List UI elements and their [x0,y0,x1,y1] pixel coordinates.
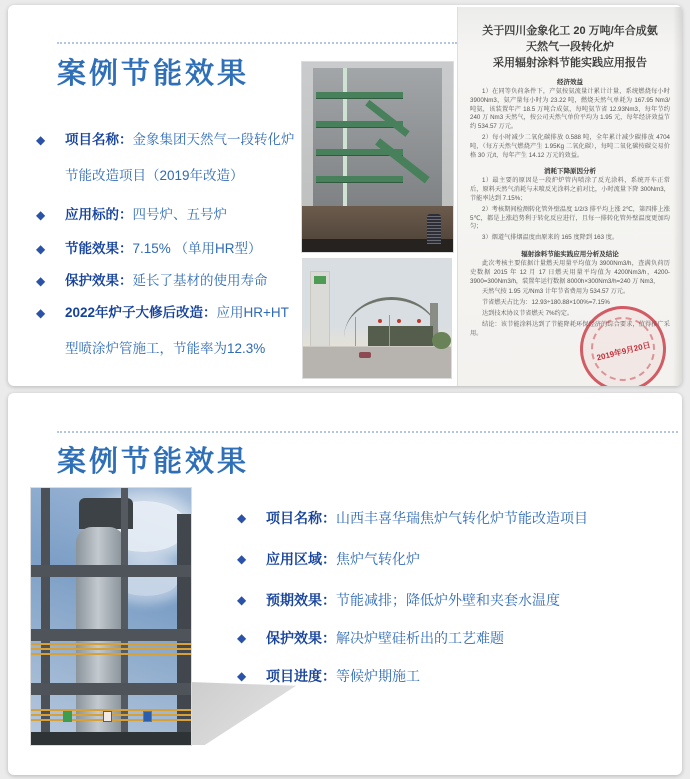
diamond-bullet-icon: ◆ [237,669,247,683]
diamond-bullet-icon: ◆ [36,274,46,288]
furnace-photo [301,61,454,253]
bullet-item [36,231,296,267]
bullet-label: 应用区域： [266,551,336,567]
bullet-value: 四号炉、五号炉 [132,207,227,222]
bullet-label: 预期效果： [266,592,336,608]
photo-furnace-structure [313,68,443,211]
report-paragraph: 结论：该节能涂料达到了节能降耗环保经济的综合要求，值得推广采用。 [470,320,670,337]
bullet-item [237,661,667,691]
title-dotted-divider [57,42,457,44]
bullet-value: 焦炉气转化炉 [336,551,420,567]
plant-gate-photo [302,258,452,379]
report-title-line: 关于四川金象化工 20 万吨/年合成氨 [482,25,658,37]
photo-steel-beam [31,683,191,695]
slide-title: 案例节能效果 [57,58,250,90]
photo-safety-sign [143,711,152,722]
bullet-label: 项目名称： [65,132,133,147]
photo-walkway [316,92,404,99]
diamond-bullet-icon: ◆ [36,242,46,256]
report-paragraph: 3）烟道气排烟温度由原来的 165 度降到 163 度。 [482,234,619,242]
slide-title: 案例节能效果 [57,446,250,478]
report-paragraph: 2）每小时减少二氧化碳排放 0.588 吨，全年累计减少碳排放 4704 吨，（每方天然气燃烧产生 1.95Kg 二氧化碳），每吨二氧化碳按碳交易价格 30 元/t，每年产生 14.12 万元的效益。 [470,133,670,159]
bullet-label: 2022年炉子大修后改造： [65,305,217,320]
diamond-bullet-icon: ◆ [237,593,247,607]
bullet-label: 应用标的： [65,207,133,222]
photo-road [303,346,451,378]
photo-base [31,732,191,745]
bullet-item [36,263,296,299]
bullet-label: 保护效果： [266,630,336,646]
report-paragraph: 1）在同等负荷条件下，产氨按氨流量计累计计量，系统燃烧每小时 3900Nm3，氨产量每小时为 23.22 吨，燃烧天然气单耗为 167.95 Nm3/吨氨，该装置年产 18.5 万吨合成氨，每吨氨节省 12.93Nm3，每年节约 240 万 Nm3 天然气，按公司天然气单价平均为 1.95 元，每年经济效益节约 534.57 万元。 [470,88,670,131]
photo-yellow-railing [31,640,191,655]
diamond-bullet-icon: ◆ [237,511,247,525]
reformer-column-photo [30,487,192,746]
photo-safety-sign [63,711,72,722]
bullet-value: 延长了基材的使用寿命 [132,273,268,288]
report-document [457,7,682,386]
bullet-text [65,197,296,233]
report-section-heading: 经济效益 [557,79,583,86]
bullet-text [266,585,666,615]
report-paragraph: 1）最主要的原因是一段炉炉管内喷涂了反光涂料，系统开车正常后，原料天然气消耗与未喷反光涂料之前对比，小时流量下降 300Nm3，节能率达到 7.15%； [470,177,670,202]
report-section-heading: 辐射涂料节能实践应用分析及结论 [521,250,619,258]
bullet-label: 保护效果： [65,273,133,288]
photo-gate-wall [368,326,433,346]
bullet-text [266,503,666,533]
bullet-value: 节能减排；降低炉外壁和夹套水温度 [336,592,560,608]
photo-safety-sign [103,711,112,722]
bullet-label: 节能效果： [65,241,133,256]
bullet-item [36,197,296,233]
diamond-bullet-icon: ◆ [36,306,46,320]
report-paragraph: 达到技术协议节省燃天 7%约定。 [482,309,574,317]
photo-lantern [378,319,382,323]
photo-steel-beam [31,565,191,577]
bullet-label: 项目名称： [266,510,336,526]
bullet-item [36,122,296,194]
bullet-text [65,295,296,367]
bullet-value: 7.15% （单用HR型） [132,241,262,256]
bullet-value: 山西丰喜华瑞焦炉气转化炉节能改造项目 [336,510,588,526]
photo-pipe [343,68,347,212]
bullet-item [237,544,667,574]
report-paragraph: 天然气按 1.95 元/Nm3 计年节省费用为 534.57 万元。 [482,288,630,296]
bullet-text [65,122,296,194]
diamond-bullet-icon: ◆ [237,631,247,645]
report-title-line: 天然气一段转化炉 [526,41,614,53]
bullet-text [266,661,666,691]
bullet-label: 项目进度： [266,668,336,684]
bullet-text [65,263,296,299]
photo-pole [355,317,356,346]
stamp-date: 2019年9月20日 [595,340,652,363]
photo-lantern [417,319,421,323]
title-dotted-divider [57,431,678,433]
photo-person [427,214,441,244]
photo-walkway [316,176,404,183]
diamond-bullet-icon: ◆ [36,133,46,147]
slide-card-2 [8,393,682,775]
photo-sign [314,276,326,285]
report-paragraph: 2）考核期间检测转化管外壁温度 1/2/3 排平均上涨 2℃，第四排上涨 5℃，都是上涨趋势利于转化反应进行，且每一排转化管外壁温度更加均匀； [470,205,670,231]
report-section-heading: 消耗下降原因分析 [544,168,596,176]
bullet-value: 应用HR+HT型喷涂炉管施工，节能率为12.3% [65,305,289,356]
bullet-item [237,585,667,615]
report-paragraph: 节省燃天占比为：12.93÷180.88×100%=7.15% [482,299,610,307]
bullet-text [65,231,296,267]
bullet-item [36,295,296,367]
bullet-text [266,623,666,653]
diamond-bullet-icon: ◆ [36,208,46,222]
bullet-value: 等候炉期施工 [336,668,420,684]
photo-perspective-shadow [190,682,296,745]
slide-card-1 [8,5,682,386]
photo-pole [389,315,390,346]
report-title-line: 采用辐射涂料节能实践应用报告 [493,57,647,69]
diamond-bullet-icon: ◆ [237,552,247,566]
photo-car [359,352,371,358]
bullet-value: 解决炉壁硅析出的工艺难题 [336,630,504,646]
bullet-text [266,544,666,574]
bullet-value: 金象集团天然气一段转化炉节能改造项目（2019年改造） [65,132,295,183]
bullet-item [237,623,667,653]
photo-building [310,271,329,347]
report-paragraph: 此次考核主要依据计量燃天用量平均值为 3900Nm3/h，查满负荷历史数据 2015 年 12 月 17 日燃天用量平均值为 4200Nm3/h，4200-3900=300Nm3/h，装置年运行数据 8000h×300Nm3/h=240 万 Nm3， [470,259,670,285]
bullet-item [237,503,667,533]
